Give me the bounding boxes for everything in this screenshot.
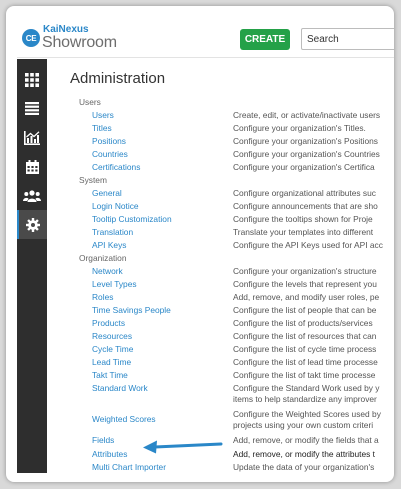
apps-grid-icon xyxy=(25,73,39,87)
admin-item-general xyxy=(47,187,394,200)
admin-desc: Add, remove, or modify the fields that a xyxy=(233,435,379,445)
admin-link-level-types[interactable]: Level Types xyxy=(92,279,137,289)
main-content xyxy=(47,59,394,473)
admin-link-certifications[interactable]: Certifications xyxy=(92,162,141,172)
section-label: System xyxy=(79,175,107,185)
admin-desc: Configure the list of takt time processe xyxy=(233,370,376,380)
nav-people[interactable] xyxy=(17,181,47,210)
admin-item-standard-work-cont xyxy=(47,393,394,406)
admin-item-login-notice xyxy=(47,200,394,213)
nav-settings[interactable] xyxy=(17,210,47,239)
admin-link-products[interactable]: Products xyxy=(92,318,126,328)
admin-desc: Configure the list of resources that can xyxy=(233,331,377,341)
admin-link-time-savings-people[interactable]: Time Savings People xyxy=(92,305,171,315)
admin-link-countries[interactable]: Countries xyxy=(92,149,128,159)
admin-item-weighted-scores-cont xyxy=(47,419,394,432)
admin-link-takt-time[interactable]: Takt Time xyxy=(92,370,128,380)
section-header-organization xyxy=(47,252,394,265)
admin-item-time-savings-people xyxy=(47,304,394,317)
nav-calendar[interactable] xyxy=(17,152,47,181)
admin-item-titles xyxy=(47,122,394,135)
admin-item-multi-chart-importer xyxy=(47,461,394,473)
admin-desc: Configure the list of people that can be xyxy=(233,305,377,315)
chart-icon xyxy=(24,131,40,145)
section-label: Users xyxy=(79,97,101,107)
list-icon xyxy=(25,102,39,115)
admin-link-api-keys[interactable]: API Keys xyxy=(92,240,127,250)
admin-link-translation[interactable]: Translation xyxy=(92,227,134,237)
admin-desc: Update the data of your organization's xyxy=(233,462,375,472)
section-label: Organization xyxy=(79,253,127,263)
admin-desc: Configure the Weighted Scores used by xyxy=(233,409,381,419)
logo-brand-text[interactable]: KaiNexus xyxy=(43,24,89,35)
admin-link-general[interactable]: General xyxy=(92,188,122,198)
admin-item-tooltip-customization xyxy=(47,213,394,226)
admin-item-resources xyxy=(47,330,394,343)
admin-desc: Configure your organization's Positions xyxy=(233,136,378,146)
admin-link-resources[interactable]: Resources xyxy=(92,331,133,341)
create-button[interactable]: CREATE xyxy=(240,29,290,50)
admin-link-standard-work[interactable]: Standard Work xyxy=(92,383,148,393)
admin-item-level-types xyxy=(47,278,394,291)
admin-link-multi-chart-importer[interactable]: Multi Chart Importer xyxy=(92,462,166,472)
admin-desc: Configure your organization's structure xyxy=(233,266,377,276)
admin-item-translation xyxy=(47,226,394,239)
section-header-system xyxy=(47,174,394,187)
admin-link-tooltip-customization[interactable]: Tooltip Customization xyxy=(92,214,172,224)
section-header-users xyxy=(47,96,394,109)
admin-link-roles[interactable]: Roles xyxy=(92,292,114,302)
admin-link-users[interactable]: Users xyxy=(92,110,114,120)
admin-desc: Configure the list of lead time processe xyxy=(233,357,378,367)
screenshot-frame xyxy=(6,6,394,482)
nav-list[interactable] xyxy=(17,94,47,123)
search-input[interactable] xyxy=(301,28,394,50)
nav-charts[interactable] xyxy=(17,123,47,152)
admin-link-login-notice[interactable]: Login Notice xyxy=(92,201,139,211)
admin-desc-cont: items to help standardize any improver xyxy=(233,394,377,404)
admin-link-positions[interactable]: Positions xyxy=(92,136,126,146)
people-icon xyxy=(23,190,41,202)
admin-desc: Add, remove, or modify the attributes t xyxy=(233,449,375,459)
admin-desc: Configure your organization's Countries xyxy=(233,149,380,159)
admin-desc: Configure your organization's Titles. xyxy=(233,123,366,133)
admin-item-lead-time xyxy=(47,356,394,369)
admin-desc: Create, edit, or activate/inactivate users xyxy=(233,110,381,120)
admin-desc: Configure the API Keys used for API acc xyxy=(233,240,383,250)
admin-desc: Configure your organization's Certifica xyxy=(233,162,375,172)
admin-desc: Configure the tooltips shown for Proje xyxy=(233,214,373,224)
admin-item-roles xyxy=(47,291,394,304)
admin-item-users xyxy=(47,109,394,122)
admin-item-takt-time xyxy=(47,369,394,382)
calendar-icon xyxy=(26,160,39,174)
logo-badge[interactable]: CE xyxy=(22,29,40,47)
admin-link-network[interactable]: Network xyxy=(92,266,123,276)
admin-desc: Configure organizational attributes suc xyxy=(233,188,376,198)
admin-item-api-keys xyxy=(47,239,394,252)
admin-desc: Configure the Standard Work used by y xyxy=(233,383,380,393)
admin-desc: Translate your templates into different xyxy=(233,227,374,237)
admin-item-certifications xyxy=(47,161,394,174)
admin-item-positions xyxy=(47,135,394,148)
logo-workspace-text[interactable]: Showroom xyxy=(42,34,117,51)
gear-icon xyxy=(26,218,40,232)
admin-link-weighted-scores[interactable]: Weighted Scores xyxy=(92,414,156,424)
admin-item-network xyxy=(47,265,394,278)
admin-link-titles[interactable]: Titles xyxy=(92,123,112,133)
admin-desc: Configure announcements that are sho xyxy=(233,201,378,211)
admin-item-products xyxy=(47,317,394,330)
admin-link-fields[interactable]: Fields xyxy=(92,435,115,445)
admin-link-lead-time[interactable]: Lead Time xyxy=(92,357,132,367)
app-window xyxy=(17,18,394,473)
admin-desc-cont: projects using your own custom criteri xyxy=(233,420,374,430)
admin-item-countries xyxy=(47,148,394,161)
top-header xyxy=(17,18,394,58)
annotation-arrow-icon xyxy=(143,439,223,455)
admin-link-attributes[interactable]: Attributes xyxy=(92,449,128,459)
admin-desc: Configure the list of cycle time process xyxy=(233,344,377,354)
admin-desc: Configure the levels that represent you xyxy=(233,279,377,289)
admin-desc: Configure the list of products/services xyxy=(233,318,373,328)
nav-apps[interactable] xyxy=(17,65,47,94)
admin-desc: Add, remove, and modify user roles, pe xyxy=(233,292,380,302)
sidebar xyxy=(17,59,47,473)
admin-link-cycle-time[interactable]: Cycle Time xyxy=(92,344,134,354)
page-title: Administration xyxy=(70,70,166,87)
admin-item-cycle-time xyxy=(47,343,394,356)
